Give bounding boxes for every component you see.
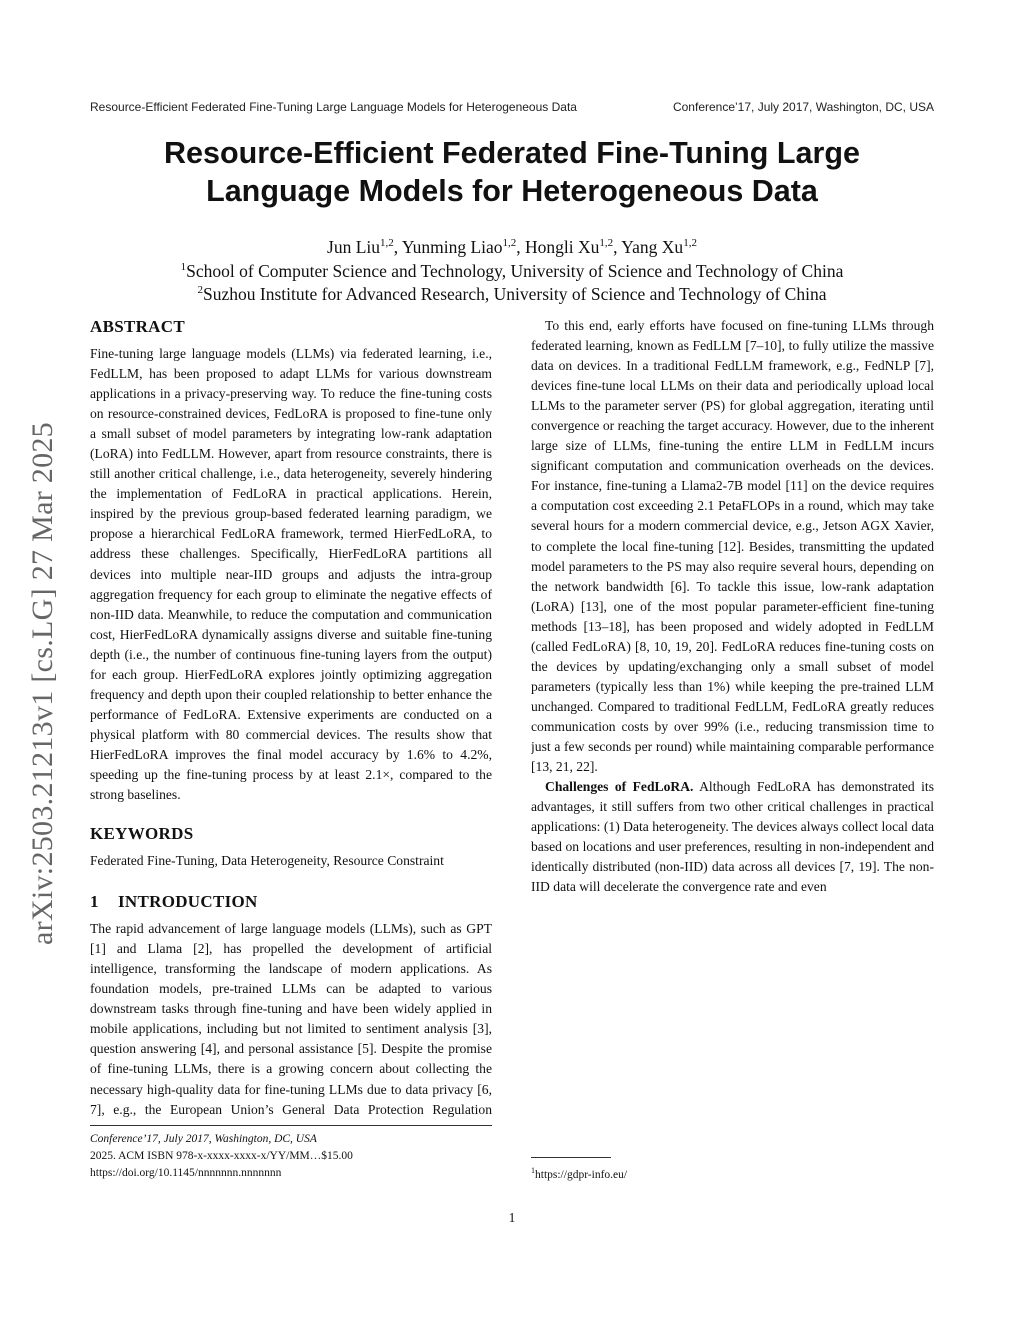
author-affil-mark: 1,2: [599, 237, 614, 249]
right-column: [531, 316, 934, 897]
affiliation-mark: 1: [180, 261, 187, 273]
footnote-left: [90, 1125, 492, 1182]
abstract-text: Fine-tuning large language models (LLMs) via federated learning, i.e., FedLLM, has been proposed to adapt LLMs for various downstream applications in a privacy-preserving way. To reduce the fine-tuning costs on resource-constrained devices, FedLoRA is proposed to fine-tune only a small subset of model parameters by integrating low-rank adaptation (LoRA) into FedLLM. However, apart from resource constraints, there is still another critical challenge, i.e., data heterogeneity, severely hindering the implementation of FedLoRA in practical applications. Herein, inspired by the previous group-based federated learning paradigm, we propose a hierarchical FedLoRA framework, termed HierFedLoRA, to address these challenges. Specifically, HierFedLoRA partitions all devices into multiple near-IID groups and adjusts the intra-group aggregation frequency for each group to eliminate the negative effects of non-IID data. Meanwhile, to reduce the computation and communication cost, HierFedLoRA dynamically assigns diverse and suitable fine-tuning depth (i.e., the number of continuous fine-tuning layers from the output) for each group. HierFedLoRA explores jointly optimizing aggregation frequency and depth upon their coupled relationship to better enhance the performance of FedLoRA. Extensive experiments are conducted on a physical platform with 80 commercial devices. The results show that HierFedLoRA improves the final model accuracy by 1.6% to 4.2%, speeding up the fine-tuning process by at least 2.1×, compared to the strong baselines.: [90, 346, 492, 803]
title-line-2: Language Models for Heterogeneous Data: [206, 174, 818, 208]
page-number: 1: [508, 1210, 516, 1225]
paper-title: [60, 134, 964, 210]
author-list: [60, 231, 964, 259]
intro-p3-text: Although FedLoRA has demonstrated its advantages, it still suffers from two other critical challenges in practical applications: (1) Data heterogeneity. The devices always collect local data based on locations and user preferences, resulting in non-independent and identically distributed (non-IID) data across all devices [7, 19]. The non-IID data will decelerate the convergence rate and even: [531, 779, 934, 895]
author-separator: ,: [516, 236, 526, 257]
intro-paragraph-3: [531, 777, 934, 897]
footnote-url[interactable]: https://gdpr-info.eu/: [535, 1168, 628, 1181]
footnote-number: 1: [531, 1166, 535, 1175]
intro-paragraph-2: To this end, early efforts have focused on fine-tuning LLMs through federated learning, known as FedLLM [7–10], to fully utilize the massive data on devices. In a traditional FedLLM framework, e.g., FedNLP [7], devices fine-tune local LLMs on their data and periodically upload local LLMs to the parameter server (PS) for global aggregation, iterating until convergence or reaching the target accuracy. However, due to the inherent large size of LLMs, fine-tuning the entire LLM in FedLLM incurs significant computation and communication overheads on the devices. For instance, fine-tuning a Llama2-7B model [11] on the device requires a computation cost exceeding 2.1 PetaFLOPs in a round, which may take several hours for a modern commercial device, e.g., Jetson AGX Xavier, to complete the local fine-tuning [12]. Besides, transmitting the updated model parameters to the PS may also require several hours, depending on the network bandwidth [6]. To tackle this issue, low-rank adaptation (LoRA) [13], one of the most popular parameter-efficient fine-tuning methods [13–18], has been proposed and widely adopted in FedLLM (called FedLoRA) [8, 10, 19, 20]. FedLoRA reduces fine-tuning costs on the devices by updating/exchanging only a small subset of model parameters (typically less than 1%) while keeping the pre-trained LLM unchanged. Compared to traditional FedLLM, FedLoRA greatly reduces communication costs by over 99% (i.e., reducing transmission time to just a few seconds per round) while maintaining comparable performance [13, 21, 22].: [531, 318, 934, 775]
affiliation-mark: 2: [197, 284, 204, 296]
section-number: 1: [90, 892, 99, 912]
footnote-rule: [531, 1157, 611, 1158]
author-name: Hongli Xu: [525, 236, 600, 257]
keywords-text: Federated Fine-Tuning, Data Heterogeneity, Resource Constraint: [90, 853, 444, 869]
footnote-doi[interactable]: https://doi.org/10.1145/nnnnnnn.nnnnnnn: [90, 1167, 282, 1179]
author-name: Yunming Liao: [401, 236, 503, 257]
author-affil-mark: 1,2: [380, 237, 394, 249]
challenges-lead: Challenges of FedLoRA.: [545, 779, 694, 795]
abstract-heading: ABSTRACT: [90, 317, 185, 336]
arxiv-stamp: arXiv:2503.21213v1 [cs.LG] 27 Mar 2025: [26, 422, 59, 945]
title-line-1: Resource-Efficient Federated Fine-Tuning Large: [164, 136, 860, 170]
section-title: INTRODUCTION: [118, 892, 258, 912]
author-affil-mark: 1,2: [683, 237, 697, 249]
keywords-heading: KEYWORDS: [90, 824, 194, 844]
author-separator: ,: [393, 236, 402, 257]
introduction-heading: [90, 891, 492, 913]
author-affil-mark: 1,2: [502, 237, 517, 249]
footnote-right: [531, 1157, 934, 1184]
author-name: Yang Xu: [621, 236, 684, 257]
affiliation-text: School of Computer Science and Technology, University of Science and Technology of China: [186, 260, 844, 281]
intro-paragraph-1: [90, 919, 492, 1121]
author-separator: ,: [613, 236, 622, 257]
footnote-conference: Conference’17, July 2017, Washington, DC, USA: [90, 1133, 317, 1145]
intro-p1-text: The rapid advancement of large language models (LLMs), such as GPT [1] and Llama [2], has propelled the development of artificial intelligence, transforming the landscape of modern applications. As foundation models, pre-trained LLMs can be adapted to various downstream tasks through fine-tuning and have been widely applied in mobile applications, including but not limited to sentiment analysis [3], question answering [4], and personal assistance [5]. Despite the promise of fine-tuning LLMs, there is a growing concern about collecting the necessary high-quality data for fine-tuning LLMs due to data privacy [6, 7], e.g., the European Union’s General Data Protection Regulation: [90, 921, 492, 1117]
affiliation-2: [60, 279, 964, 306]
left-column: [90, 316, 492, 1121]
running-header-left: Resource-Efficient Federated Fine-Tuning Large Language Models for Heterogeneous Data: [90, 100, 577, 114]
affiliation-text: Suzhou Institute for Advanced Research, University of Science and Technology of China: [203, 283, 827, 304]
author-name: Jun Liu: [327, 236, 381, 257]
footnote-isbn: 2025. ACM ISBN 978-x-xxxx-xxxx-x/YY/MM…$15.00: [90, 1150, 353, 1162]
running-header-right: Conference’17, July 2017, Washington, DC, USA: [672, 100, 934, 114]
